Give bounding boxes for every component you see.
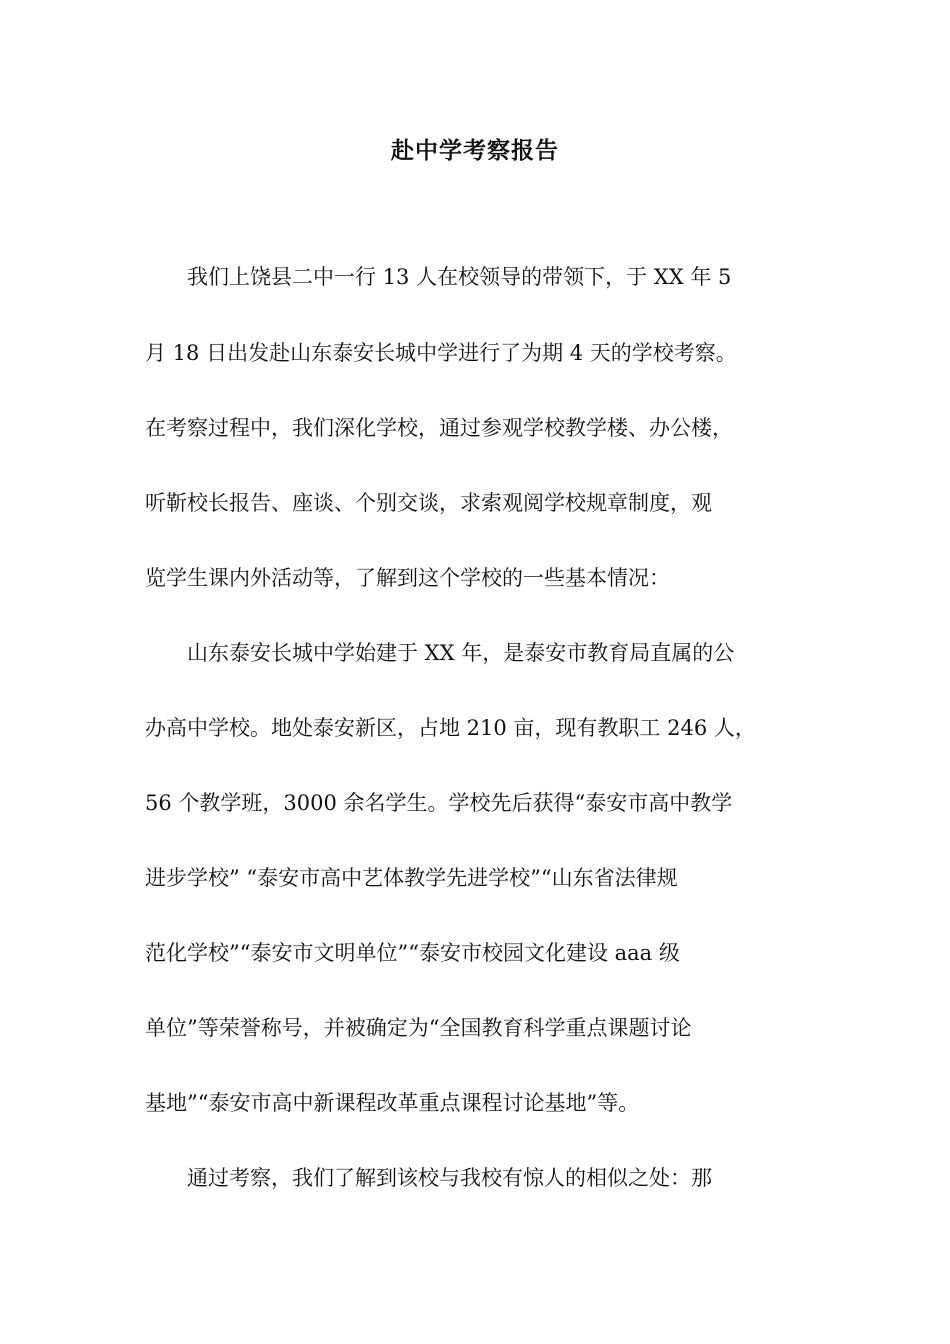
body-line-6: 山东泰安长城中学始建于 XX 年，是泰安市教育局直属的公 [145,641,735,665]
body-line-9: 进步学校” “泰安市高中艺体教学先进学校”“山东省法律规 [145,866,678,890]
body-line-10: 范化学校”“泰安市文明单位”“泰安市校园文化建设 aaa 级 [145,941,680,965]
document-title: 赴中学考察报告 [391,137,559,164]
body-line-7: 办高中学校。地处泰安新区，占地 210 亩，现有教职工 246 人， [145,716,756,740]
body-line-12: 基地”“泰安市高中新课程改革重点课程讨论基地”等。 [145,1091,640,1115]
body-line-5: 览学生课内外活动等，了解到这个学校的一些基本情况： [145,566,670,590]
body-line-3: 在考察过程中，我们深化学校，通过参观学校教学楼、办公楼， [145,416,733,440]
body-line-8: 56 个教学班，3000 余名学生。学校先后获得“泰安市高中教学 [145,791,733,815]
body-line-4: 听靳校长报告、座谈、个别交谈，求索观阅学校规章制度，观 [145,491,712,515]
body-line-1: 我们上饶县二中一行 13 人在校领导的带领下，于 XX 年 5 [145,265,732,289]
body-line-13: 通过考察，我们了解到该校与我校有惊人的相似之处：那 [145,1166,712,1190]
body-line-11: 单位”等荣誉称号，并被确定为“全国教育科学重点课题讨论 [145,1016,692,1040]
body-line-2: 月 18 日出发赴山东泰安长城中学进行了为期 4 天的学校考察。 [145,341,737,365]
